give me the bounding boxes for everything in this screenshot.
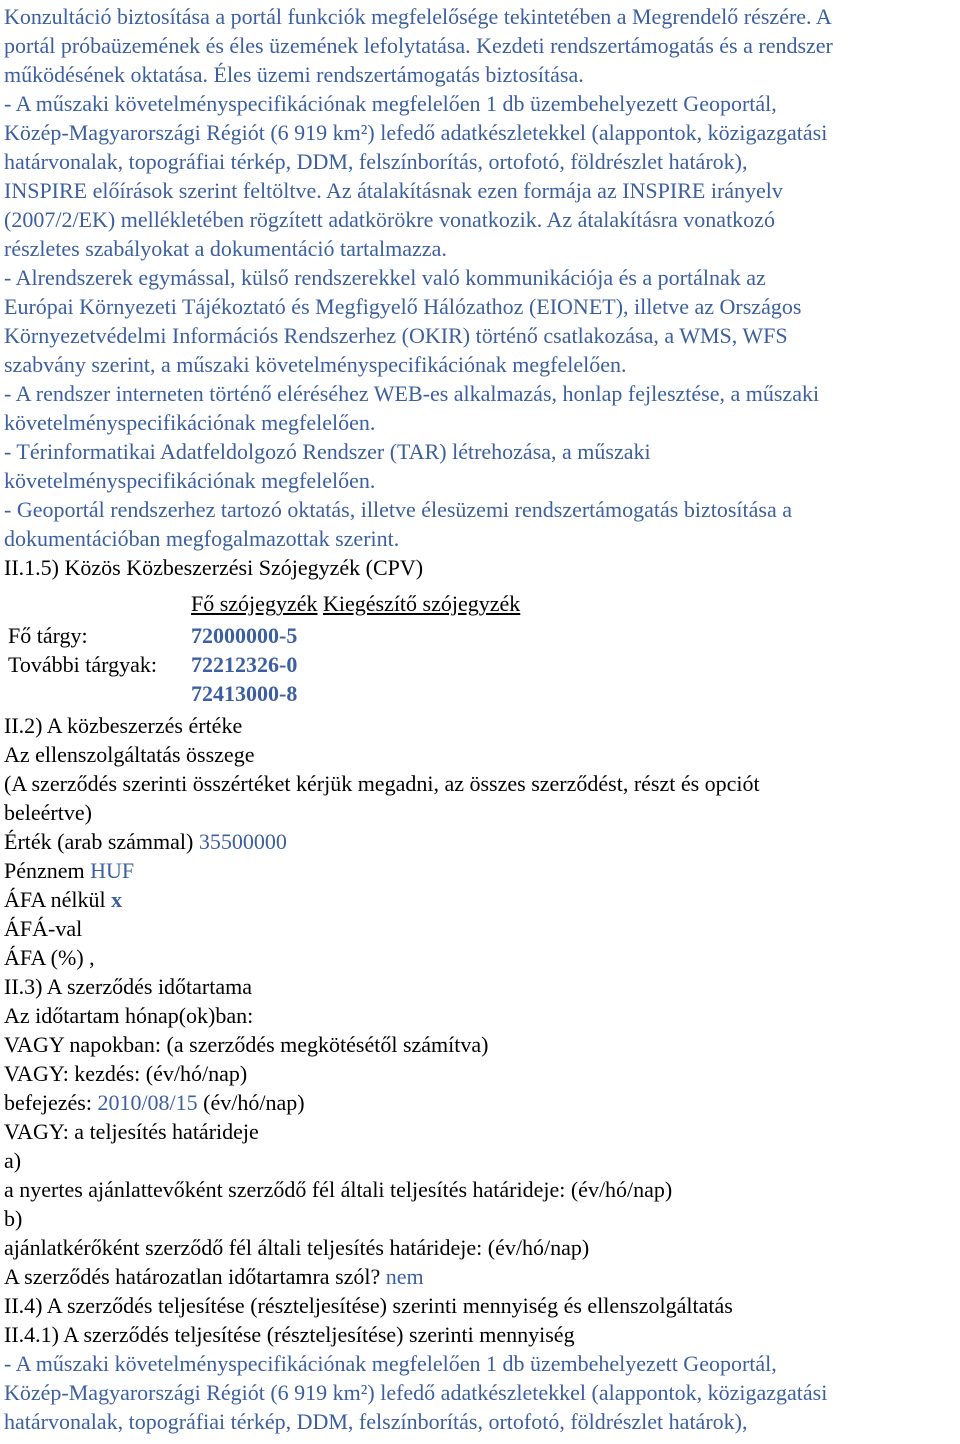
end-date-row	[4, 1088, 954, 1117]
end-date-suffix: (év/hó/nap)	[203, 1090, 305, 1115]
text-line: - A műszaki követelményspecifikációnak megfelelően 1 db üzembehelyezett Geoportál,	[4, 91, 777, 116]
cpv-extra-code: 72212326-0	[191, 652, 298, 677]
vat-percent-label: ÁFA (%) ,	[4, 945, 95, 970]
text-line: működésének oktatása. Éles üzemi rendszertámogatás biztosítása.	[4, 62, 584, 87]
indefinite-value: nem	[385, 1264, 424, 1289]
text-line: követelményspecifikációnak megfelelően.	[4, 410, 376, 435]
text-line: - A rendszer interneten történő eléréséhez WEB-es alkalmazás, honlap fejlesztése, a műszaki	[4, 381, 820, 406]
end-date-value: 2010/08/15	[97, 1090, 198, 1115]
no-vat-label: ÁFA nélkül	[4, 887, 106, 912]
text-line: dokumentációban megfogalmazottak szerint.	[4, 526, 400, 551]
cpv-table	[4, 587, 954, 708]
with-vat-label: ÁFÁ-val	[4, 916, 83, 941]
option-a-text: a nyertes ajánlattevőként szerződő fél általi teljesítés határideje: (év/hó/nap)	[4, 1177, 673, 1202]
cpv-heading: II.1.5) Közös Közbeszerzési Szójegyzék (CPV)	[4, 555, 424, 580]
cpv-main-code: 72000000-5	[191, 623, 298, 648]
cpv-extra-code: 72413000-8	[191, 681, 298, 706]
indefinite-row	[4, 1262, 954, 1291]
indefinite-label: A szerződés határozatlan időtartamra szól?	[4, 1264, 381, 1289]
duration-line: VAGY napokban: (a szerződés megkötésétől számítva)	[4, 1032, 489, 1057]
amount-value: 35500000	[198, 829, 287, 854]
document-page	[4, 2, 954, 1436]
cpv-col-main: Fő szójegyzék	[191, 591, 318, 616]
value-line: Az ellenszolgáltatás összege	[4, 742, 255, 767]
text-line: - Alrendszerek egymással, külső rendszerekkel való kommunikációja és a portálnak az	[4, 265, 766, 290]
cpv-header-spacer	[4, 587, 191, 621]
text-line: INSPIRE előírások szerint feltöltve. Az átalakításnak ezen formája az INSPIRE irányelv	[4, 178, 783, 203]
text-line: részletes szabályokat a dokumentáció tartalmazza.	[4, 236, 447, 261]
cpv-extra-row	[4, 679, 954, 708]
duration-line: Az időtartam hónap(ok)ban:	[4, 1003, 254, 1028]
quantity-subheading: II.4.1) A szerződés teljesítése (részteljesítése) szerinti mennyiség	[4, 1322, 575, 1347]
cpv-extra-row	[4, 650, 954, 679]
text-line: portál próbaüzemének és éles üzemének lefolytatása. Kezdeti rendszertámogatás és a rendszer	[4, 33, 833, 58]
duration-line: VAGY: kezdés: (év/hó/nap)	[4, 1061, 248, 1086]
text-line: Közép-Magyarországi Régiót (6 919 km²) lefedő adatkészletekkel (alappontok, közigazgatási	[4, 1380, 828, 1405]
no-vat-row	[4, 885, 954, 914]
text-line: határvonalak, topográfiai térkép, DDM, felszínborítás, ortofotó, földrészlet határok),	[4, 1409, 748, 1434]
cpv-main-row	[4, 621, 954, 650]
text-line: Európai Környezeti Tájékoztató és Megfigyelő Hálózathoz (EIONET), illetve az Országos	[4, 294, 802, 319]
amount-row	[4, 827, 954, 856]
text-line: - Térinformatikai Adatfeldolgozó Rendszer (TAR) létrehozása, a műszaki	[4, 439, 651, 464]
value-line: (A szerződés szerinti összértéket kérjük megadni, az összes szerződést, részt és opciót	[4, 771, 760, 796]
currency-value: HUF	[90, 858, 135, 883]
amount-label: Érték (arab számmal)	[4, 829, 194, 854]
text-line: - A műszaki követelményspecifikációnak megfelelően 1 db üzembehelyezett Geoportál,	[4, 1351, 777, 1376]
cpv-extra-label: További tárgyak:	[8, 652, 157, 677]
duration-heading: II.3) A szerződés időtartama	[4, 974, 253, 999]
text-line: követelményspecifikációnak megfelelően.	[4, 468, 376, 493]
quantity-heading: II.4) A szerződés teljesítése (részteljesítése) szerinti mennyiség és ellenszolgáltatás	[4, 1293, 733, 1318]
text-line: Konzultáció biztosítása a portál funkciók megfelelősége tekintetében a Megrendelő részére. A	[4, 4, 832, 29]
no-vat-mark: x	[111, 887, 123, 912]
cpv-header-row	[4, 587, 954, 621]
currency-row	[4, 856, 954, 885]
currency-label: Pénznem	[4, 858, 85, 883]
text-line: Környezetvédelmi Információs Rendszerhez (OKIR) történő csatlakozása, a WMS, WFS	[4, 323, 788, 348]
text-line: határvonalak, topográfiai térkép, DDM, felszínborítás, ortofotó, földrészlet határok),	[4, 149, 748, 174]
text-line: - Geoportál rendszerhez tartozó oktatás, illetve élesüzemi rendszertámogatás biztosítása a	[4, 497, 792, 522]
value-line: beleértve)	[4, 800, 92, 825]
option-b-text: ajánlatkérőként szerződő fél általi teljesítés határideje: (év/hó/nap)	[4, 1235, 590, 1260]
intro-block	[4, 2, 954, 553]
text-line: Közép-Magyarországi Régiót (6 919 km²) lefedő adatkészletekkel (alappontok, közigazgatási	[4, 120, 828, 145]
cpv-main-label: Fő tárgy:	[8, 623, 88, 648]
cpv-col-supplementary: Kiegészítő szójegyzék	[322, 591, 521, 616]
value-heading: II.2) A közbeszerzés értéke	[4, 713, 243, 738]
option-b-marker: b)	[4, 1206, 23, 1231]
end-date-label: befejezés:	[4, 1090, 92, 1115]
option-a-marker: a)	[4, 1148, 22, 1173]
text-line: szabvány szerint, a műszaki követelményspecifikációnak megfelelően.	[4, 352, 627, 377]
duration-line: VAGY: a teljesítés határideje	[4, 1119, 259, 1144]
text-line: (2007/2/EK) mellékletében rögzített adatkörökre vonatkozik. Az átalakításra vonatkozó	[4, 207, 775, 232]
